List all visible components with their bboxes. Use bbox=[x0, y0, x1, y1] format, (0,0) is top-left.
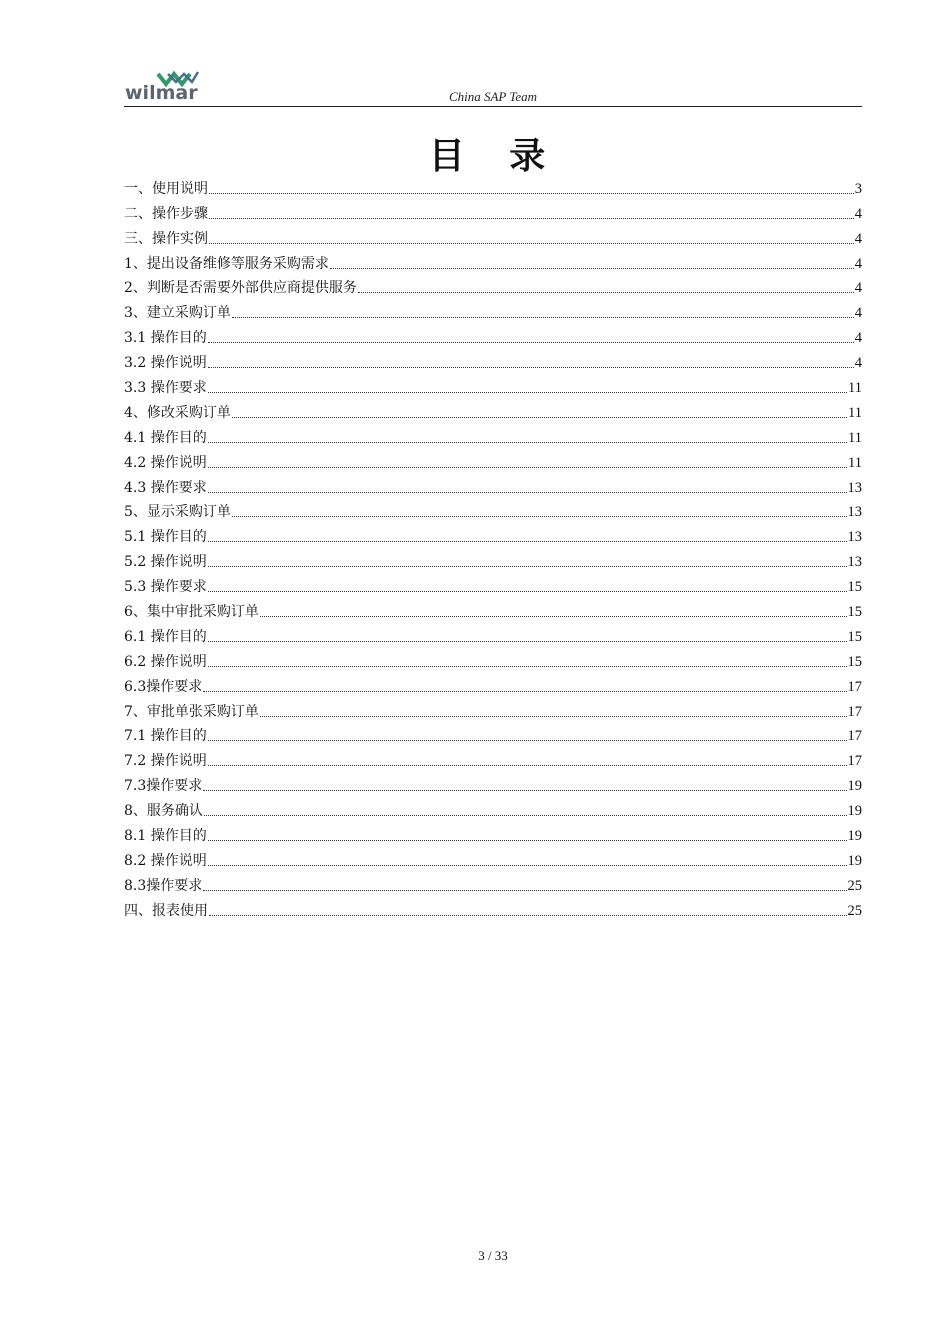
toc-dot-leader bbox=[260, 716, 847, 717]
toc-entry[interactable] bbox=[124, 897, 862, 922]
toc-entry[interactable] bbox=[124, 623, 862, 648]
toc-entry-label: 四、报表使用 bbox=[124, 902, 208, 919]
toc-entry-page: 4 bbox=[854, 205, 862, 222]
toc-entry-page: 15 bbox=[847, 579, 862, 596]
toc-entry[interactable] bbox=[124, 399, 862, 424]
toc-entry-label: 4、修改采购订单 bbox=[124, 404, 231, 421]
toc-title: 目 录 bbox=[428, 135, 562, 177]
toc-entry[interactable] bbox=[124, 648, 862, 673]
toc-dot-leader bbox=[358, 292, 854, 293]
toc-dot-leader bbox=[209, 218, 854, 219]
toc-entry-label: 6.2 操作说明 bbox=[124, 653, 207, 670]
toc-entry-page: 4 bbox=[854, 330, 862, 347]
toc-entry[interactable] bbox=[124, 374, 862, 399]
toc-entry[interactable] bbox=[124, 449, 862, 474]
toc-entry-label: 3.1 操作目的 bbox=[124, 330, 207, 347]
toc-entry-label: 4.1 操作目的 bbox=[124, 429, 207, 446]
toc-entry-page: 19 bbox=[847, 828, 862, 845]
toc-entry-label: 5、显示采购订单 bbox=[124, 504, 231, 521]
toc-entry-page: 13 bbox=[847, 504, 862, 521]
toc-entry[interactable] bbox=[124, 324, 862, 349]
toc-dot-leader bbox=[208, 865, 847, 866]
toc-entry-page: 4 bbox=[854, 355, 862, 372]
toc-entry-page: 17 bbox=[847, 753, 862, 770]
toc-dot-leader bbox=[204, 815, 847, 816]
toc-entry[interactable] bbox=[124, 474, 862, 499]
toc-entry[interactable] bbox=[124, 548, 862, 573]
toc-dot-leader bbox=[208, 467, 847, 468]
toc-entry-label: 8.1 操作目的 bbox=[124, 828, 207, 845]
toc-dot-leader bbox=[203, 691, 846, 692]
toc-entry[interactable] bbox=[124, 250, 862, 275]
toc-entry-page: 4 bbox=[854, 305, 862, 322]
toc-entry-label: 7.3操作要求 bbox=[124, 778, 203, 795]
toc-dot-leader bbox=[260, 616, 847, 617]
toc-dot-leader bbox=[208, 765, 847, 766]
toc-entry-page: 4 bbox=[854, 230, 862, 247]
toc-entry-page: 11 bbox=[848, 454, 862, 471]
toc-entry-page: 11 bbox=[848, 429, 862, 446]
header-divider bbox=[124, 106, 862, 107]
toc-entry[interactable] bbox=[124, 822, 862, 847]
toc-dot-leader bbox=[203, 890, 846, 891]
toc-entry-label: 3.2 操作说明 bbox=[124, 355, 207, 372]
toc-dot-leader bbox=[208, 492, 847, 493]
toc-entry-page: 15 bbox=[847, 653, 862, 670]
toc-entry-label: 5.1 操作目的 bbox=[124, 529, 207, 546]
toc-entry-page: 13 bbox=[847, 479, 862, 496]
toc-entry[interactable] bbox=[124, 723, 862, 748]
toc-dot-leader bbox=[208, 840, 847, 841]
toc-entry[interactable] bbox=[124, 872, 862, 897]
toc-entry-label: 8.2 操作说明 bbox=[124, 852, 207, 869]
toc-entry[interactable] bbox=[124, 200, 862, 225]
toc-entry-page: 17 bbox=[847, 678, 862, 695]
toc-entry-label: 6.1 操作目的 bbox=[124, 628, 207, 645]
toc-entry[interactable] bbox=[124, 225, 862, 250]
toc-entry-page: 4 bbox=[854, 255, 862, 272]
toc-entry-label: 2、判断是否需要外部供应商提供服务 bbox=[124, 280, 357, 297]
toc-entry-label: 1、提出设备维修等服务采购需求 bbox=[124, 255, 329, 272]
toc-entry-page: 17 bbox=[847, 703, 862, 720]
toc-dot-leader bbox=[208, 666, 847, 667]
table-of-contents bbox=[124, 175, 862, 922]
toc-entry[interactable] bbox=[124, 797, 862, 822]
toc-dot-leader bbox=[208, 392, 847, 393]
logo-text: wilmar bbox=[125, 82, 198, 104]
toc-entry-label: 一、使用说明 bbox=[124, 180, 208, 197]
toc-entry-page: 19 bbox=[847, 803, 862, 820]
toc-entry[interactable] bbox=[124, 424, 862, 449]
toc-entry-page: 15 bbox=[847, 628, 862, 645]
toc-entry[interactable] bbox=[124, 275, 862, 300]
toc-entry[interactable] bbox=[124, 747, 862, 772]
toc-dot-leader bbox=[232, 516, 847, 517]
toc-entry-page: 25 bbox=[847, 902, 862, 919]
toc-entry[interactable] bbox=[124, 772, 862, 797]
toc-entry-label: 4.3 操作要求 bbox=[124, 479, 207, 496]
toc-dot-leader bbox=[208, 740, 847, 741]
page-header bbox=[124, 66, 862, 108]
page-number: 3 / 33 bbox=[478, 1248, 508, 1263]
toc-entry[interactable] bbox=[124, 175, 862, 200]
toc-entry-page: 11 bbox=[848, 380, 862, 397]
toc-entry-label: 3、建立采购订单 bbox=[124, 305, 231, 322]
toc-entry[interactable] bbox=[124, 673, 862, 698]
toc-entry-label: 7.1 操作目的 bbox=[124, 728, 207, 745]
toc-entry-label: 8.3操作要求 bbox=[124, 877, 203, 894]
toc-dot-leader bbox=[208, 566, 847, 567]
header-title: China SAP Team bbox=[448, 89, 538, 104]
toc-entry[interactable] bbox=[124, 499, 862, 524]
toc-entry-label: 5.2 操作说明 bbox=[124, 554, 207, 571]
toc-dot-leader bbox=[209, 193, 854, 194]
toc-dot-leader bbox=[208, 641, 847, 642]
toc-dot-leader bbox=[232, 417, 847, 418]
toc-entry-page: 19 bbox=[847, 778, 862, 795]
toc-entry[interactable] bbox=[124, 523, 862, 548]
toc-dot-leader bbox=[209, 915, 847, 916]
toc-entry[interactable] bbox=[124, 698, 862, 723]
toc-dot-leader bbox=[209, 243, 854, 244]
toc-dot-leader bbox=[232, 317, 854, 318]
toc-entry-label: 3.3 操作要求 bbox=[124, 380, 207, 397]
toc-entry-label: 7.2 操作说明 bbox=[124, 753, 207, 770]
toc-dot-leader bbox=[203, 790, 846, 791]
toc-entry-page: 13 bbox=[847, 529, 862, 546]
toc-entry-label: 4.2 操作说明 bbox=[124, 454, 207, 471]
toc-entry-label: 6、集中审批采购订单 bbox=[124, 604, 259, 621]
toc-entry-page: 11 bbox=[848, 404, 862, 421]
toc-entry-page: 3 bbox=[854, 180, 862, 197]
toc-entry-label: 8、服务确认 bbox=[124, 803, 203, 820]
toc-entry-page: 4 bbox=[854, 280, 862, 297]
toc-entry-page: 19 bbox=[847, 852, 862, 869]
toc-entry-label: 三、操作实例 bbox=[124, 230, 208, 247]
toc-dot-leader bbox=[208, 541, 847, 542]
toc-dot-leader bbox=[208, 342, 854, 343]
toc-dot-leader bbox=[208, 591, 847, 592]
toc-entry[interactable] bbox=[124, 299, 862, 324]
toc-entry[interactable] bbox=[124, 847, 862, 872]
toc-entry-label: 6.3操作要求 bbox=[124, 678, 203, 695]
toc-entry-page: 15 bbox=[847, 604, 862, 621]
toc-dot-leader bbox=[208, 442, 847, 443]
toc-dot-leader bbox=[208, 367, 854, 368]
toc-entry-label: 二、操作步骤 bbox=[124, 205, 208, 222]
toc-entry-page: 25 bbox=[847, 877, 862, 894]
toc-entry-page: 13 bbox=[847, 554, 862, 571]
toc-dot-leader bbox=[330, 268, 854, 269]
toc-entry[interactable] bbox=[124, 349, 862, 374]
toc-entry-page: 17 bbox=[847, 728, 862, 745]
toc-entry[interactable] bbox=[124, 573, 862, 598]
toc-entry[interactable] bbox=[124, 598, 862, 623]
toc-entry-label: 5.3 操作要求 bbox=[124, 579, 207, 596]
toc-entry-label: 7、审批单张采购订单 bbox=[124, 703, 259, 720]
